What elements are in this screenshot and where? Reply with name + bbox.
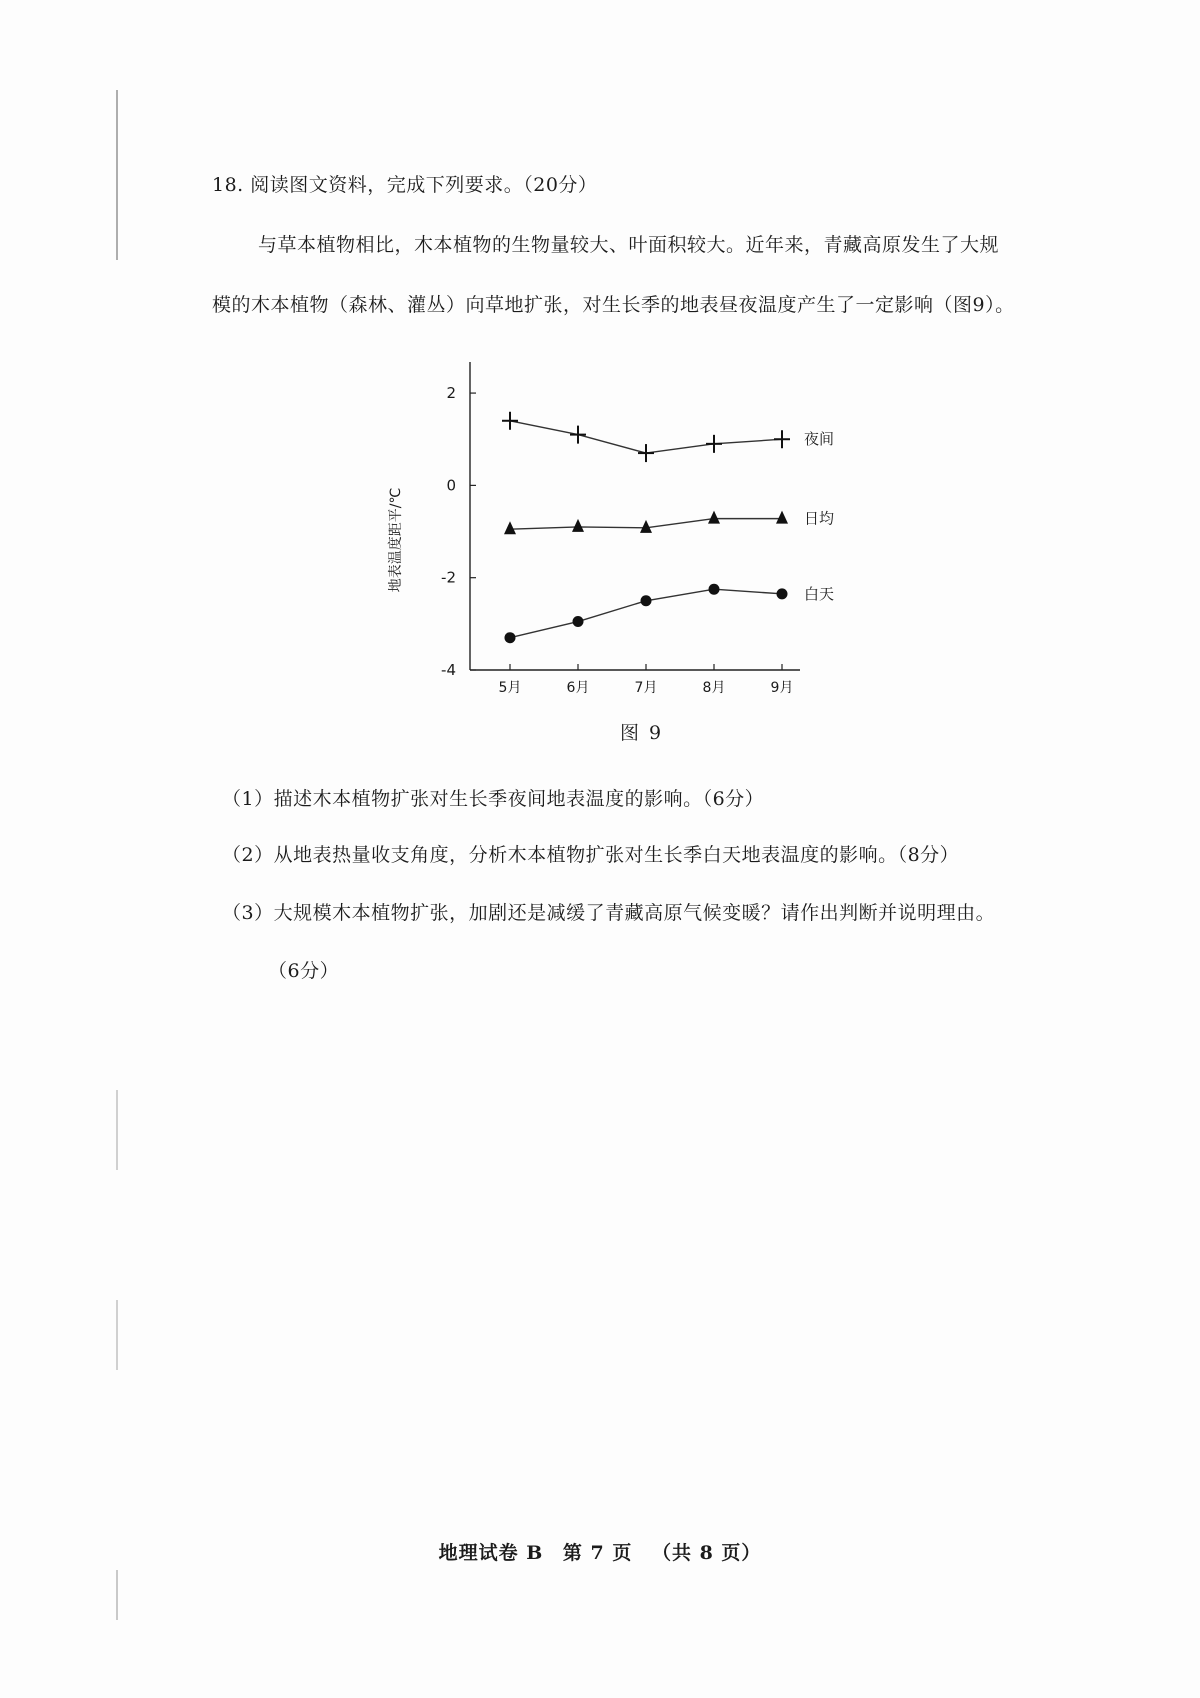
footer-page-number: 第 7 页 xyxy=(562,1542,633,1564)
series-label: 日均 xyxy=(804,509,835,528)
point-marker-triangle xyxy=(776,511,788,524)
point-marker-plus xyxy=(774,430,790,448)
point-marker-triangle xyxy=(708,511,720,524)
point-marker-plus xyxy=(502,412,518,430)
point-marker-triangle xyxy=(572,519,584,532)
temperature-anomaly-chart xyxy=(388,350,880,720)
series-label: 夜间 xyxy=(804,430,835,449)
scan-margin-mark xyxy=(116,90,118,260)
point-marker-plus xyxy=(638,444,654,462)
point-marker-circle xyxy=(709,584,720,595)
point-marker-circle xyxy=(641,595,652,606)
x-tick-label: 6月 xyxy=(566,680,590,696)
scan-margin-mark xyxy=(116,1570,118,1620)
x-tick-label: 8月 xyxy=(702,680,726,696)
x-tick-label: 7月 xyxy=(634,680,658,696)
footer-subject: 地理试卷 B xyxy=(438,1542,544,1564)
y-tick-label: 0 xyxy=(446,476,456,495)
sub-question-1: （1）描述木本植物扩张对生长季夜间地表温度的影响。（6分） xyxy=(222,788,765,810)
figure-caption: 图 9 xyxy=(620,722,664,744)
y-tick-label: -2 xyxy=(441,568,456,587)
x-tick-label: 5月 xyxy=(498,680,522,696)
page-footer xyxy=(0,1538,1200,1565)
y-tick-label: -4 xyxy=(441,661,456,679)
material-paragraph-line-2: 模的木本植物（森林、灌丛）向草地扩张，对生长季的地表昼夜温度产生了一定影响（图9）。 xyxy=(212,294,1015,316)
sub-question-2: （2）从地表热量收支角度，分析木本植物扩张对生长季白天地表温度的影响。（8分） xyxy=(222,844,960,866)
y-axis-label: 地表温度距平/℃ xyxy=(388,487,404,593)
point-marker-circle xyxy=(777,588,788,599)
scan-margin-mark xyxy=(116,1090,118,1170)
y-tick-label: 2 xyxy=(446,384,456,403)
point-marker-triangle xyxy=(504,521,516,534)
point-marker-plus xyxy=(706,435,722,453)
chart-series xyxy=(502,412,834,643)
sub-question-3-score: （6分） xyxy=(268,960,340,982)
point-marker-circle xyxy=(573,616,584,627)
material-paragraph-line-1: 与草本植物相比，木本植物的生物量较大、叶面积较大。近年来，青藏高原发生了大规 xyxy=(258,234,1000,256)
chart-axes xyxy=(441,362,800,696)
point-marker-triangle xyxy=(640,520,652,533)
x-tick-label: 9月 xyxy=(770,680,794,696)
sub-question-3: （3）大规模木本植物扩张，加剧还是减缓了青藏高原气候变暖？请作出判断并说明理由。 xyxy=(222,902,996,924)
point-marker-plus xyxy=(570,426,586,444)
point-marker-circle xyxy=(505,632,516,643)
series-label: 白天 xyxy=(804,584,835,603)
footer-total-pages: （共 8 页） xyxy=(651,1542,762,1564)
question-header: 18. 阅读图文资料，完成下列要求。（20分） xyxy=(212,174,598,196)
scan-margin-mark xyxy=(116,1300,118,1370)
